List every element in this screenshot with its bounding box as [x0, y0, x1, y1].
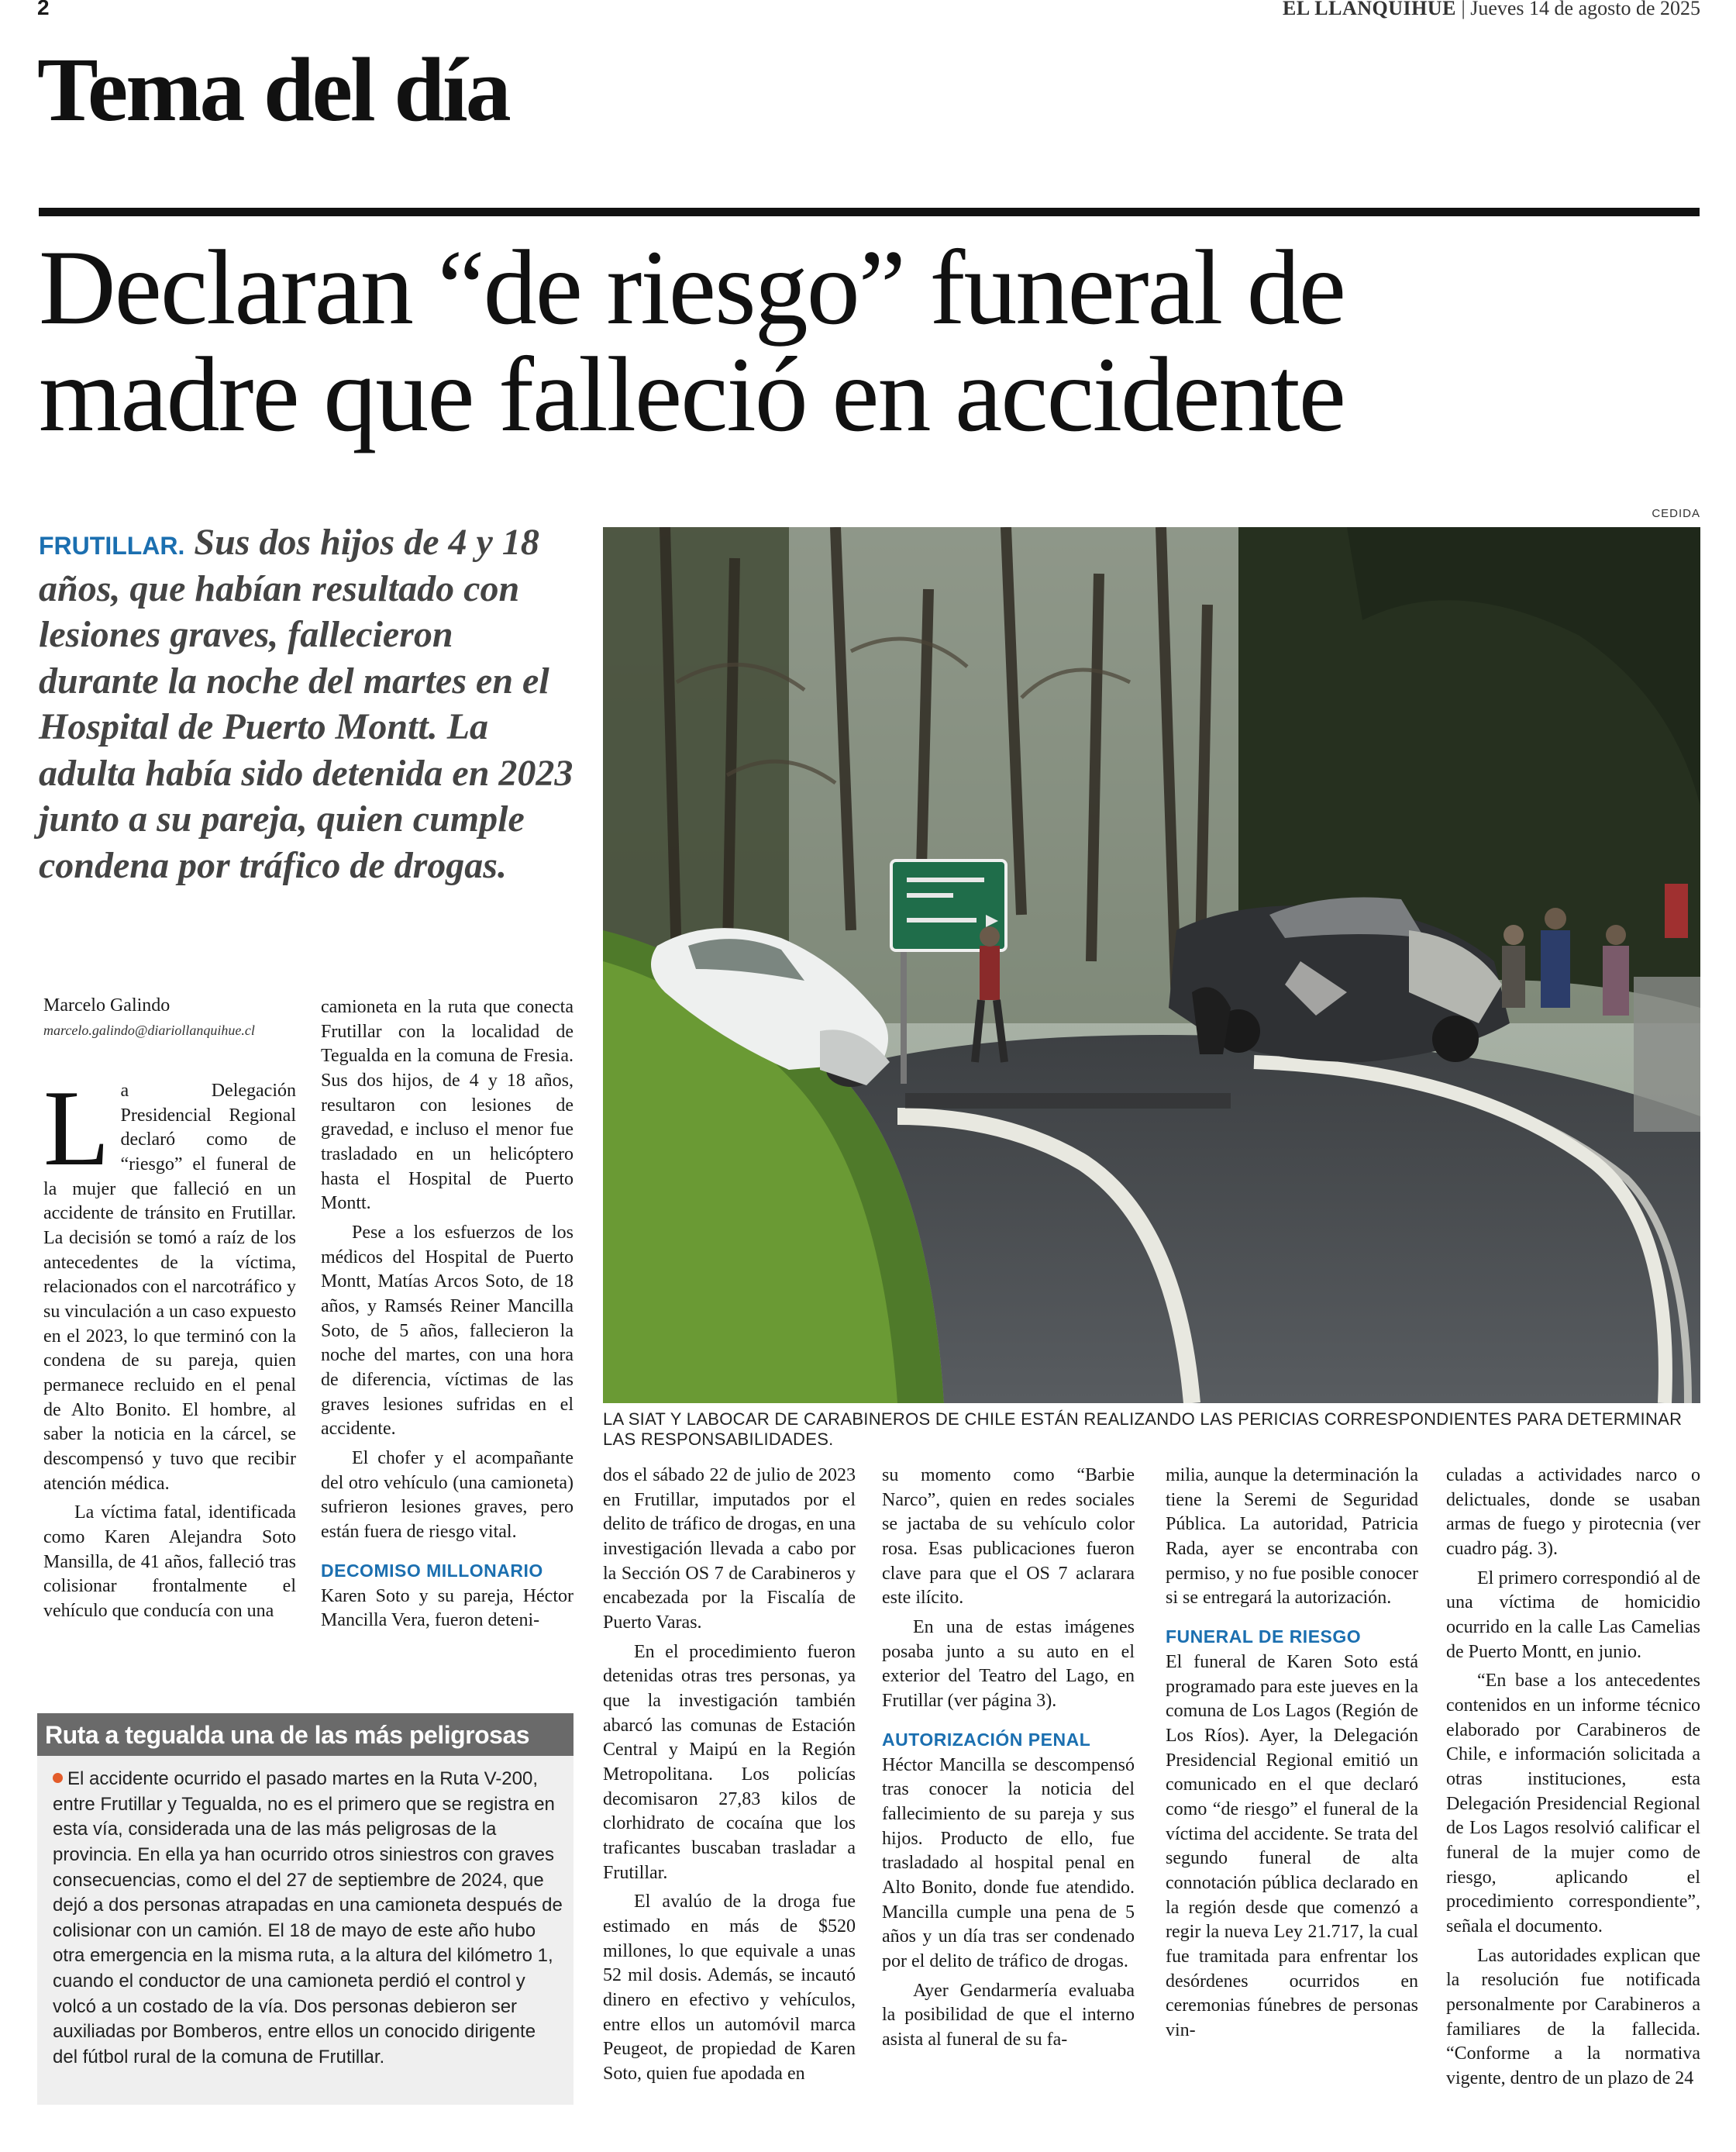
paragraph: Héctor Mancilla se descompensó tras conocer la noticia del fallecimiento de su pareja y sus hijos. Producto de ello, fue trasladado al hospital penal en Alto Bonito, donde fue atendido. Mancilla cumple una pena de 5 años y un día tras ser condenado por el delito de tráfico de drogas. [882, 1754, 1135, 1972]
accident-photo [603, 527, 1700, 1403]
paragraph: Pese a los esfuerzos de los médicos del Hospital de Puerto Montt, Matías Arcos Soto, de 18 años, y Ramsés Reiner Mancilla Soto, de 5 años, fallecieron la noche del martes, con una hora de diferencia, víctimas de las graves lesiones sufridas en el accidente. [321, 1223, 574, 1440]
article-column-4 [882, 1464, 1135, 2053]
accident-scene-illustration [603, 527, 1700, 1403]
paragraph: Karen Soto y su pareja, Héctor Mancilla Vera, fueron deteni- [321, 1585, 574, 1631]
paragraph: En una de estas imágenes posaba junto a su auto en el exterior del Teatro del Lago, en Frutillar (ver página 3). [882, 1617, 1135, 1712]
paragraph: El funeral de Karen Soto está programado para este jueves en la comuna de Los Lagos (Región de Los Ríos). Ayer, la Delegación Presidencial Regional emitió un comunicado en el que declaró como “de riesgo” el funeral de la víctima del accidente. Se trata del segundo funeral de alta connotación pública declarado en la región desde que comenzó a regir la nueva Ley 21.717, la cual fue tramitada para enfrentar los desórdenes ocurridos en ceremonias fúnebres de personas vin- [1166, 1652, 1418, 2041]
bullet-icon [53, 1773, 63, 1783]
subheading-funeral: FUNERAL DE RIESGO [1166, 1626, 1362, 1647]
lead-summary [39, 519, 581, 888]
paragraph: Las autoridades explican que la resolución fue notificada personalmente por Carabineros a familiares de la fallecida. “Conforme a la normativa vigente, dentro de un plazo de 24 [1446, 1945, 1700, 2089]
paragraph: La víctima fatal, identificada como Karen Alejandra Soto Mansilla, de 41 años, falleció tras colisionar frontalmente el vehículo que conducía con una [43, 1502, 296, 1622]
headline-line-2: madre que falleció en accidente [39, 335, 1345, 454]
drop-cap: L [43, 1068, 110, 1188]
paragraph: Ayer Gendarmería evaluaba la posibilidad de que el interno asista al funeral de su fa- [882, 1980, 1135, 2050]
sidebar-text: El accidente ocurrido el pasado martes en la Ruta V-200, entre Frutillar y Tegualda, no es el primero que se registra en esta vía, considerada una de las más peligrosas de la provincia. En ella ya han ocurrido otros siniestros con graves consecuencias, como el del 27 de septiembre de 2024, que dejó a dos personas atrapadas en una camioneta después de colisionar con un camión. El 18 de mayo de este año hubo otra emergencia en la misma ruta, a la altura del kilómetro 1, cuando el conductor de una camioneta perdió el control y volcó a un costado de la vía. Dos personas debieron ser auxiliadas por Bomberos, entre ellos un conocido dirigente del fútbol rural de la comuna de Frutillar. [53, 1768, 563, 2068]
paragraph: El chofer y el acompañante del otro vehículo (una camioneta) sufrieron lesiones graves, pero están fuera de riesgo vital. [321, 1448, 574, 1543]
photo-caption: LA SIAT Y LABOCAR DE CARABINEROS DE CHILE ESTÁN REALIZANDO LAS PERICIAS CORRESPONDIENTES PARA DETERMINAR LAS RESPONSABILIDADES. [603, 1409, 1683, 1449]
paragraph: culadas a actividades narco o delictuales, donde se usaban armas de fuego y pirotecnia (ver cuadro pág. 3). [1446, 1465, 1700, 1560]
subheading-decomiso: DECOMISO MILLONARIO [321, 1560, 543, 1581]
masthead [1283, 0, 1700, 20]
section-rule [39, 208, 1700, 216]
article-column-1 [43, 1068, 296, 1624]
article-column-5 [1166, 1464, 1418, 2043]
lead-kicker: FRUTILLAR. [39, 532, 185, 560]
paragraph: milia, aunque la determinación la tiene la Seremi de Seguridad Pública. La autoridad, Patricia Rada, ayer se encontraba con permiso, y no fue posible conocer si se entregará la autorización. [1166, 1465, 1418, 1609]
headline [39, 228, 1720, 454]
headline-line-1: Declaran “de riesgo” funeral de [39, 228, 1345, 347]
paragraph: dos el sábado 22 de julio de 2023 en Frutillar, imputados por el delito de tráfico de drogas, en una investigación llevada a cabo por la Sección OS 7 de Carabineros y encabezada por la Fiscalía de Puerto Varas. [603, 1465, 856, 1633]
author-email: marcelo.galindo@diariollanquihue.cl [43, 1023, 255, 1038]
lead-text: Sus dos hijos de 4 y 18 años, que habían resultado con lesiones graves, fallecieron durante la noche del martes en el Hospital de Puerto Montt. La adulta había sido detenida en 2023 junto a su pareja, quien cumple condena por tráfico de drogas. [39, 522, 574, 886]
sidebar-title: Ruta a tegualda una de las más peligrosas [37, 1713, 574, 1756]
photo-credit: CEDIDA [1652, 507, 1700, 520]
sidebar-body [37, 1756, 574, 2071]
paragraph: El primero correspondió al de una víctima de homicidio ocurrido en la calle Las Camelias de Puerto Montt, en junio. [1446, 1567, 1700, 1662]
subheading-autorizacion: AUTORIZACIÓN PENAL [882, 1729, 1091, 1750]
paragraph: El avalúo de la droga fue estimado en más de $520 millones, lo que equivale a unas 52 mil dosis. Además, se incautó dinero en efectivo y vehículos, entre ellos un automóvil marca Peugeot, de propiedad de Karen Soto, quien fue apodada en [603, 1892, 856, 2085]
paragraph: En el procedimiento fueron detenidas otras tres personas, ya que la investigación también abarcó las comunas de Estación Central y Maipú en la Región Metropolitana. Los policías decomisaron 27,83 kilos de clorhidrato de cocaína que los traficantes buscaban trasladar a Frutillar. [603, 1641, 856, 1883]
page-number: 2 [37, 0, 50, 19]
byline [43, 995, 307, 1039]
author-name: Marcelo Galindo [43, 995, 170, 1016]
section-title: Tema del día [37, 39, 509, 140]
publication-date: Jueves 14 de agosto de 2025 [1470, 0, 1700, 19]
sidebar-box [37, 1713, 574, 2105]
article-column-3 [603, 1464, 856, 2087]
paragraph: su momento como “Barbie Narco”, quien en redes sociales se jactaba de su vehículo color rosa. Esas publicaciones fueron clave para que el OS 7 aclarara este ilícito. [882, 1465, 1135, 1609]
paragraph: a Delegación Presidencial Regional declaró como de “riesgo” el funeral de la mujer que falleció en un accidente de tránsito en Frutillar. La decisión se tomó a raíz de los antecedentes de la víctima, relacionados con el narcotráfico y su vinculación a un caso expuesto en el 2023, lo que terminó con la condena de su pareja, quien permanece recluido en el penal de Alto Bonito. El hombre, al saber la noticia en la cárcel, se descompensó y tuvo que recibir atención médica. [43, 1081, 296, 1494]
publication-name: EL LLANQUIHUE [1283, 0, 1456, 19]
article-column-2 [321, 995, 574, 1633]
article-column-6 [1446, 1464, 1700, 2092]
masthead-separator: | [1461, 0, 1471, 19]
paragraph: camioneta en la ruta que conecta Frutillar con la localidad de Tegualda en la comuna de Fresia. Sus dos hijos, de 4 y 18 años, resultaron con lesiones de gravedad, e incluso el menor fue trasladado en un helicóptero hasta el Hospital de Puerto Montt. [321, 997, 574, 1214]
paragraph: “En base a los antecedentes contenidos en un informe técnico elaborado por Carabineros de Chile, e información solicitada a otras instituciones, esta Delegación Presidencial Regional de Los Lagos resolvió calificar el funeral de la mujer como de riesgo, aplicando el procedimiento correspondiente”, señala el documento. [1446, 1671, 1700, 1937]
